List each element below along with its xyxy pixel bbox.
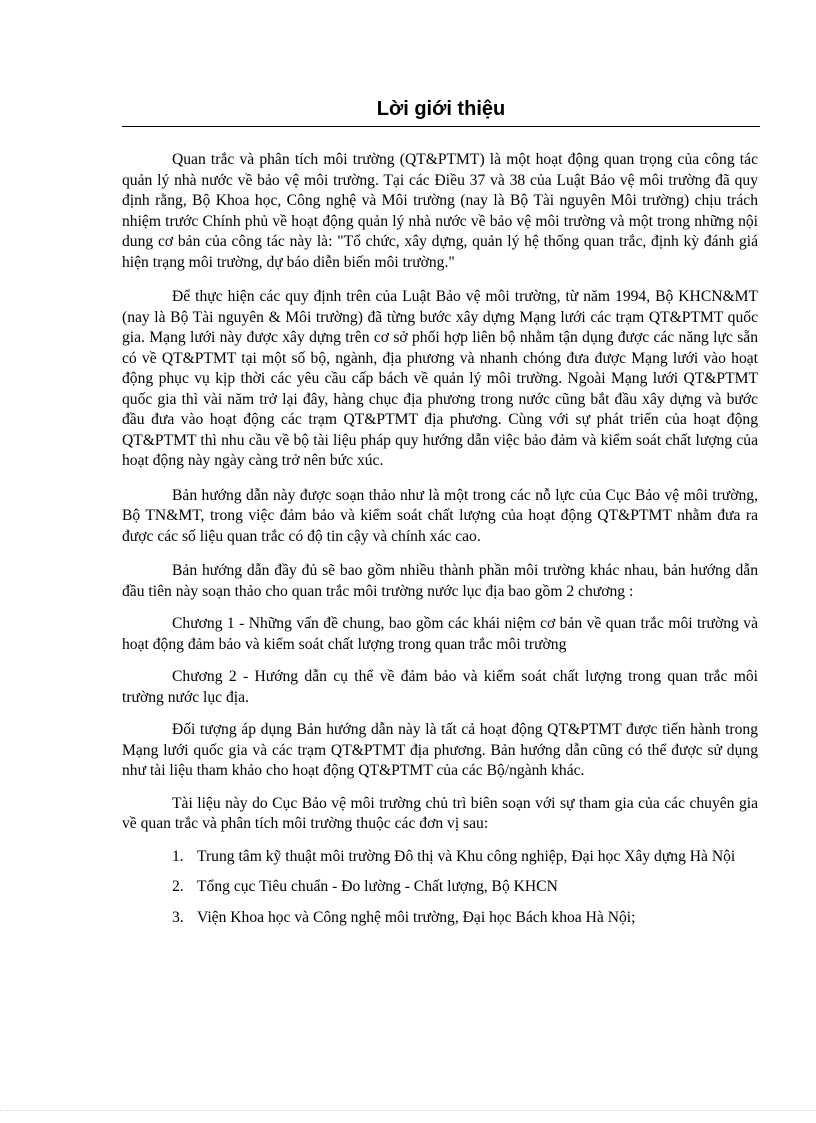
paragraph-chapter-1: Chương 1 - Những vấn đề chung, bao gồm các khái niệm cơ bản về quan trắc môi trường và hoạt động đảm bảo và kiểm soát chất lượng trong quan trắc môi trường <box>122 615 758 653</box>
page-title: Lời giới thiệu <box>376 98 506 120</box>
paragraph-implementation: Để thực hiện các quy định trên của Luật Bảo vệ môi trường, từ năm 1994, Bộ KHCN&MT (nay là Bộ Tài nguyên & Môi trường) đã từng bước xây dựng Mạng lưới các trạm QT&PTMT quốc gia. Mạng lưới này được xây dựng trên cơ sở phối hợp liên bộ nhằm tận dụng được các năng lực sẵn có về QT&PTMT tại một số bộ, ngành, địa phương và nhanh chóng đưa được Mạng lưới vào hoạt động phục vụ kịp thời các yêu cầu cấp bách về quản lý môi trường. Ngoài Mạng lưới QT&PTMT quốc gia thì vài năm trở lại đây, hàng chục địa phương trong nước cũng bắt đầu xây dựng và bước đầu đưa vào hoạt động các trạm QT&PTMT địa phương. Cùng với sự phát triển của hoạt động QT&PTMT thì nhu cầu về bộ tài liệu pháp quy hướng dẫn việc bảo đảm và kiểm soát chất lượng của hoạt động này ngày càng trở nên bức xúc. <box>122 288 758 469</box>
paragraph-purpose: Bản hướng dẫn này được soạn thảo như là một trong các nỗ lực của Cục Bảo vệ môi trường, Bộ TN&MT, trong việc đảm bảo và kiểm soát chất lượng của hoạt động QT&PTMT nhằm đưa ra được các số liệu quan trắc có độ tin cậy và chính xác cao. <box>122 486 758 545</box>
title-divider <box>122 126 760 127</box>
document-body <box>122 150 758 938</box>
list-item <box>122 908 758 929</box>
paragraph-intro: Quan trắc và phân tích môi trường (QT&PTMT) là một hoạt động quan trọng của công tác quản lý nhà nước về bảo vệ môi trường. Tại các Điều 37 và 38 của Luật Bảo vệ môi trường đã quy định rằng, Bộ Khoa học, Công nghệ và Môi trường (nay là Bộ Tài nguyên Môi trường) chịu trách nhiệm trước Chính phủ về hoạt động quản lý nhà nước về bảo vệ môi trường và một trong những nội dung cơ bản của công tác này là: "Tổ chức, xây dựng, quản lý hệ thống quan trắc, định kỳ đánh giá hiện trạng môi trường, dự báo diễn biến môi trường." <box>122 151 758 271</box>
contributor-list <box>122 847 758 929</box>
paragraph-contributors: Tài liệu này do Cục Bảo vệ môi trường chủ trì biên soạn với sự tham gia của các chuyên gia về quan trắc và phân tích môi trường thuộc các đơn vị sau: <box>122 794 758 832</box>
list-item <box>122 847 758 868</box>
paragraph-applicability: Đối tượng áp dụng Bản hướng dẫn này là tất cả hoạt động QT&PTMT được tiến hành trong Mạng lưới quốc gia và các trạm QT&PTMT địa phương. Bản hướng dẫn cũng có thể được sử dụng như tài liệu tham khảo cho hoạt động QT&PTMT của các Bộ/ngành khác. <box>122 721 758 779</box>
list-item-text: Viện Khoa học và Công nghệ môi trường, Đại học Bách khoa Hà Nội; <box>197 908 636 926</box>
list-item-text: Tổng cục Tiêu chuẩn - Đo lường - Chất lượng, Bộ KHCN <box>197 878 558 895</box>
list-item <box>122 877 758 898</box>
list-item-number: 3. <box>172 908 184 926</box>
paragraph-scope: Bản hướng dẫn đầy đủ sẽ bao gồm nhiều thành phần môi trường khác nhau, bản hướng dẫn đầu tiên này soạn thảo cho quan trắc môi trường nước lục địa bao gồm 2 chương : <box>122 562 758 600</box>
list-item-number: 2. <box>172 878 184 895</box>
paragraph-chapter-2: Chương 2 - Hướng dẫn cụ thể về đảm bảo và kiểm soát chất lượng trong quan trắc môi trường nước lục địa. <box>122 668 758 706</box>
page-bottom-divider <box>0 1110 816 1111</box>
list-item-text: Trung tâm kỹ thuật môi trường Đô thị và Khu công nghiệp, Đại học Xây dựng Hà Nội <box>197 847 736 865</box>
list-item-number: 1. <box>172 847 184 865</box>
